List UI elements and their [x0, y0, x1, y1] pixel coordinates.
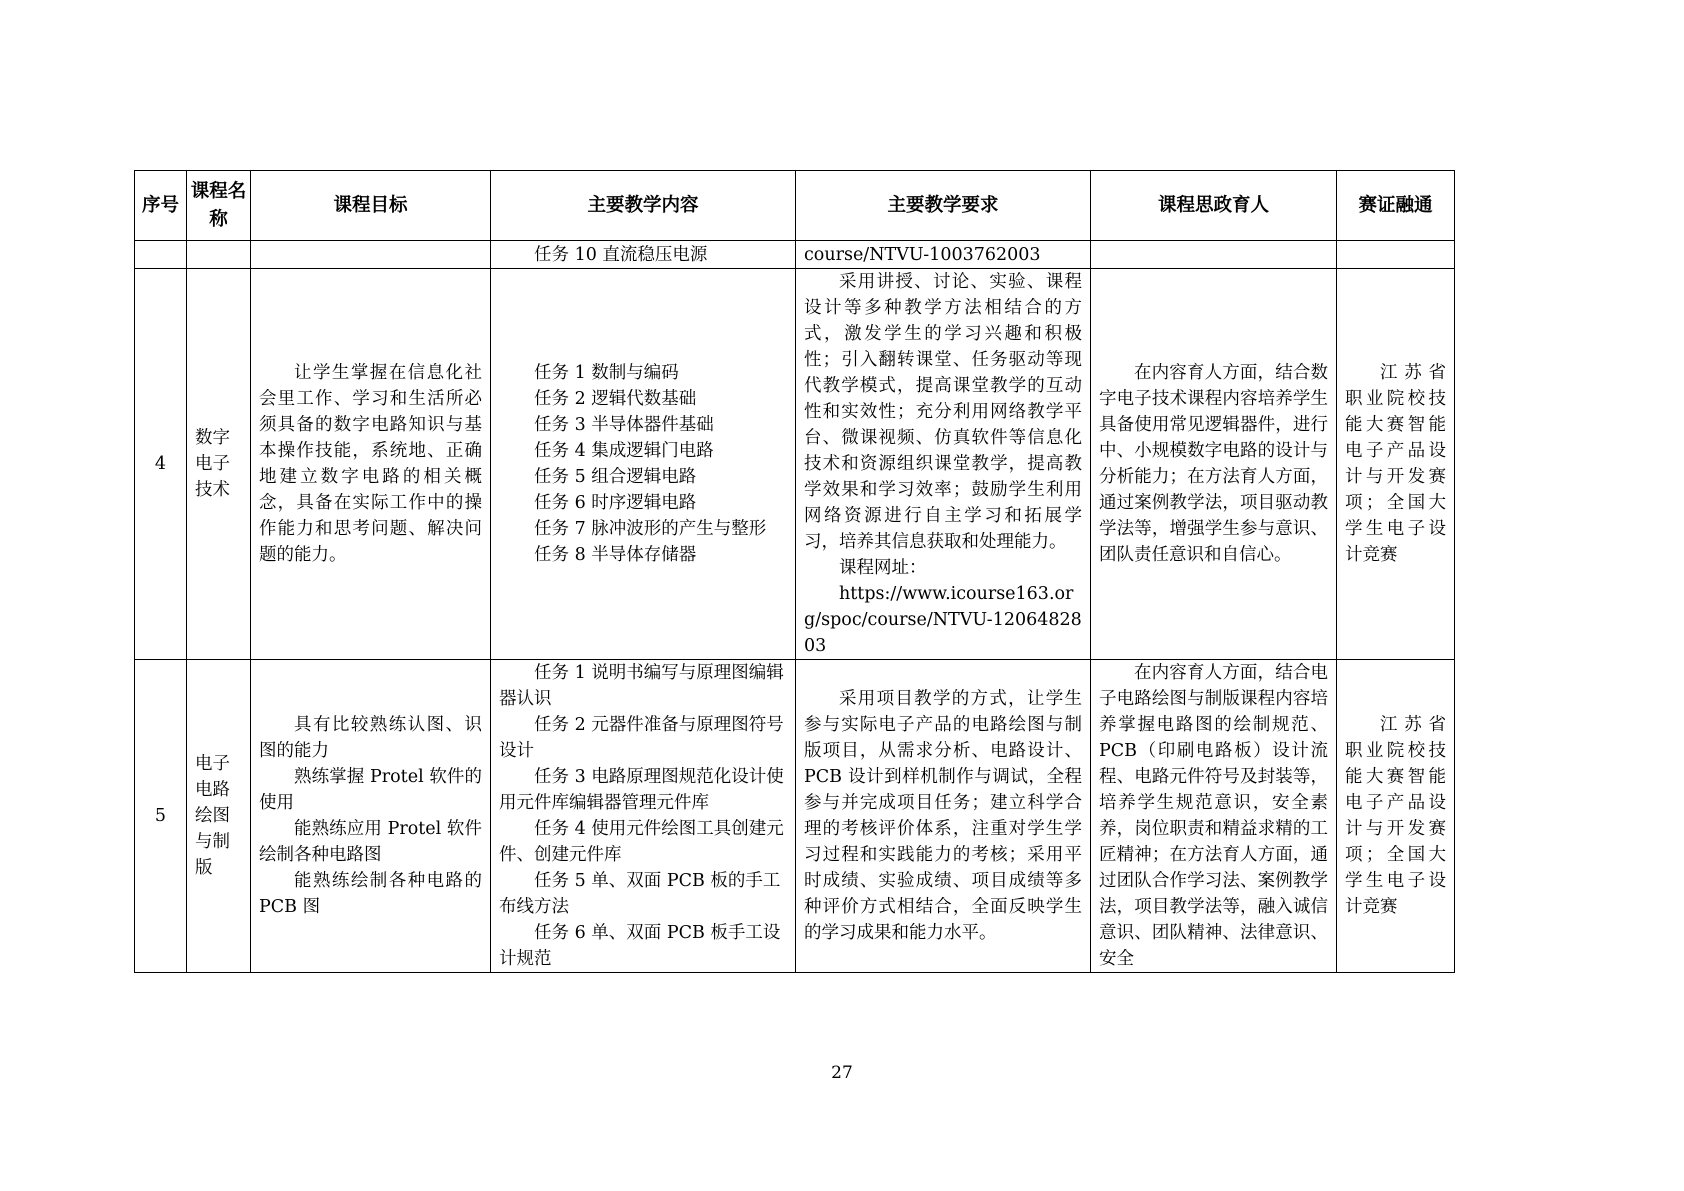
page-number: 27	[831, 1063, 853, 1083]
task-item: 任务 3 半导体器件基础	[534, 415, 714, 435]
cell-row4-objectives	[251, 269, 491, 660]
cell-ideology-empty	[1091, 241, 1337, 269]
task-item: 任务 8 半导体存储器	[534, 545, 697, 565]
cell-row5-content	[491, 660, 796, 973]
cell-content-continuation	[491, 241, 796, 269]
header-cell-competition: 赛证融通	[1337, 171, 1455, 241]
cell-row4-requirements	[796, 269, 1091, 660]
cell-row4-competition	[1337, 269, 1455, 660]
course-url: https://www.icourse163.org/spoc/course/NTVU-1206482803	[804, 584, 1082, 656]
task-item: 任务 4 集成逻辑门电路	[534, 441, 714, 461]
task-item: 任务 1 数制与编码	[534, 363, 679, 383]
header-cell-ideology: 课程思政育人	[1091, 171, 1337, 241]
cell-competition-empty	[1337, 241, 1455, 269]
task-item: 任务 7 脉冲波形的产生与整形	[534, 519, 767, 539]
task-item: 任务 5 单、双面 PCB 板的手工布线方法	[499, 871, 781, 917]
task-item: 任务 3 电路原理图规范化设计使用元件库编辑器管理元件库	[499, 767, 784, 813]
cell-index-empty	[135, 241, 187, 269]
table-row-5	[135, 660, 1455, 973]
competition-paragraph: 江苏省职业院校技能大赛智能电子产品设计与开发赛项；全国大学生电子设计竞赛	[1345, 715, 1446, 917]
task-item: 任务 2 元器件准备与原理图符号设计	[499, 715, 784, 761]
ideology-paragraph: 在内容育人方面，结合数字电子技术课程内容培养学生具备使用常见逻辑器件，进行中、小规模数字电路的设计与分析能力；在方法育人方面，通过案例教学法，项目驱动教学法等，增强学生参与意识、团队责任意识和自信心。	[1099, 363, 1328, 565]
table-header-row	[135, 171, 1455, 241]
requirements-paragraph: 采用讲授、讨论、实验、课程设计等多种教学方法相结合的方式，激发学生的学习兴趣和积极性；引入翻转课堂、任务驱动等现代教学模式，提高课堂教学的互动性和实效性；充分利用网络教学平台、微课视频、仿真软件等信息化技术和资源组织课堂教学，提高教学效果和学习效率；鼓励学生利用网络资源进行自主学习和拓展学习，培养其信息获取和处理能力。	[804, 272, 1082, 552]
cell-row4-ideology	[1091, 269, 1337, 660]
cell-name-empty	[187, 241, 251, 269]
task-item: 任务 6 单、双面 PCB 板手工设计规范	[499, 923, 781, 969]
requirements-paragraph: 采用项目教学的方式，让学生参与实际电子产品的电路绘图与制版项目，从需求分析、电路设计、PCB 设计到样机制作与调试，全程参与并完成项目任务；建立科学合理的考核评价体系，注重对学生学习过程和实践能力的考核；采用平时成绩、实验成绩、项目成绩等多种评价方式相结合，全面反映学生的学习成果和能力水平。	[804, 689, 1082, 943]
header-cell-index: 序号	[135, 171, 187, 241]
task-item: 任务 4 使用元件绘图工具创建元件、创建元件库	[499, 819, 784, 865]
objectives-paragraph: 让学生掌握在信息化社会里工作、学习和生活所必须具备的数字电路知识与基本操作技能，系统地、正确地建立数字电路的相关概念，具备在实际工作中的操作能力和思考问题、解决问题的能力。	[259, 363, 482, 565]
objective-item: 能熟练绘制各种电路的 PCB 图	[259, 871, 482, 917]
cell-row4-index: 4	[135, 269, 187, 660]
header-cell-requirements: 主要教学要求	[796, 171, 1091, 241]
cell-row5-objectives	[251, 660, 491, 973]
header-cell-course-name: 课程名称	[187, 171, 251, 241]
header-cell-objectives: 课程目标	[251, 171, 491, 241]
objective-item: 具有比较熟练认图、识图的能力	[259, 715, 482, 761]
table-row-continuation	[135, 241, 1455, 269]
cell-row5-competition	[1337, 660, 1455, 973]
competition-paragraph: 江苏省职业院校技能大赛智能电子产品设计与开发赛项；全国大学生电子设计竞赛	[1345, 363, 1446, 565]
task-item: 任务 5 组合逻辑电路	[534, 467, 697, 487]
cell-requirements-continuation	[796, 241, 1091, 269]
task-item: 任务 10 直流稳压电源	[534, 244, 708, 265]
cell-row5-ideology	[1091, 660, 1337, 973]
header-cell-content: 主要教学内容	[491, 171, 796, 241]
table-row-4	[135, 269, 1455, 660]
task-item: 任务 1 说明书编写与原理图编辑器认识	[499, 663, 784, 709]
cell-row4-content	[491, 269, 796, 660]
cell-objectives-empty	[251, 241, 491, 269]
task-item: 任务 6 时序逻辑电路	[534, 493, 697, 513]
course-site-label: 课程网址：	[839, 558, 927, 578]
ideology-paragraph: 在内容育人方面，结合电子电路绘图与制版课程内容培养掌握电路图的绘制规范、PCB（印刷电路板）设计流程、电路元件符号及封装等，培养学生规范意识，安全素养，岗位职责和精益求精的工匠精神；在方法育人方面，通过团队合作学习法、案例教学法，项目教学法等，融入诚信意识、团队精神、法律意识、安全	[1099, 663, 1328, 969]
course-url-tail: course/NTVU-1003762003	[804, 244, 1041, 265]
curriculum-table	[134, 170, 1455, 973]
cell-row5-index: 5	[135, 660, 187, 973]
task-item: 任务 2 逻辑代数基础	[534, 389, 697, 409]
cell-row5-requirements	[796, 660, 1091, 973]
cell-row5-course-name: 电子电路绘图与制版	[187, 660, 251, 973]
objective-item: 熟练掌握 Protel 软件的使用	[259, 767, 482, 813]
cell-row4-course-name: 数字电子技术	[187, 269, 251, 660]
objective-item: 能熟练应用 Protel 软件绘制各种电路图	[259, 819, 482, 865]
